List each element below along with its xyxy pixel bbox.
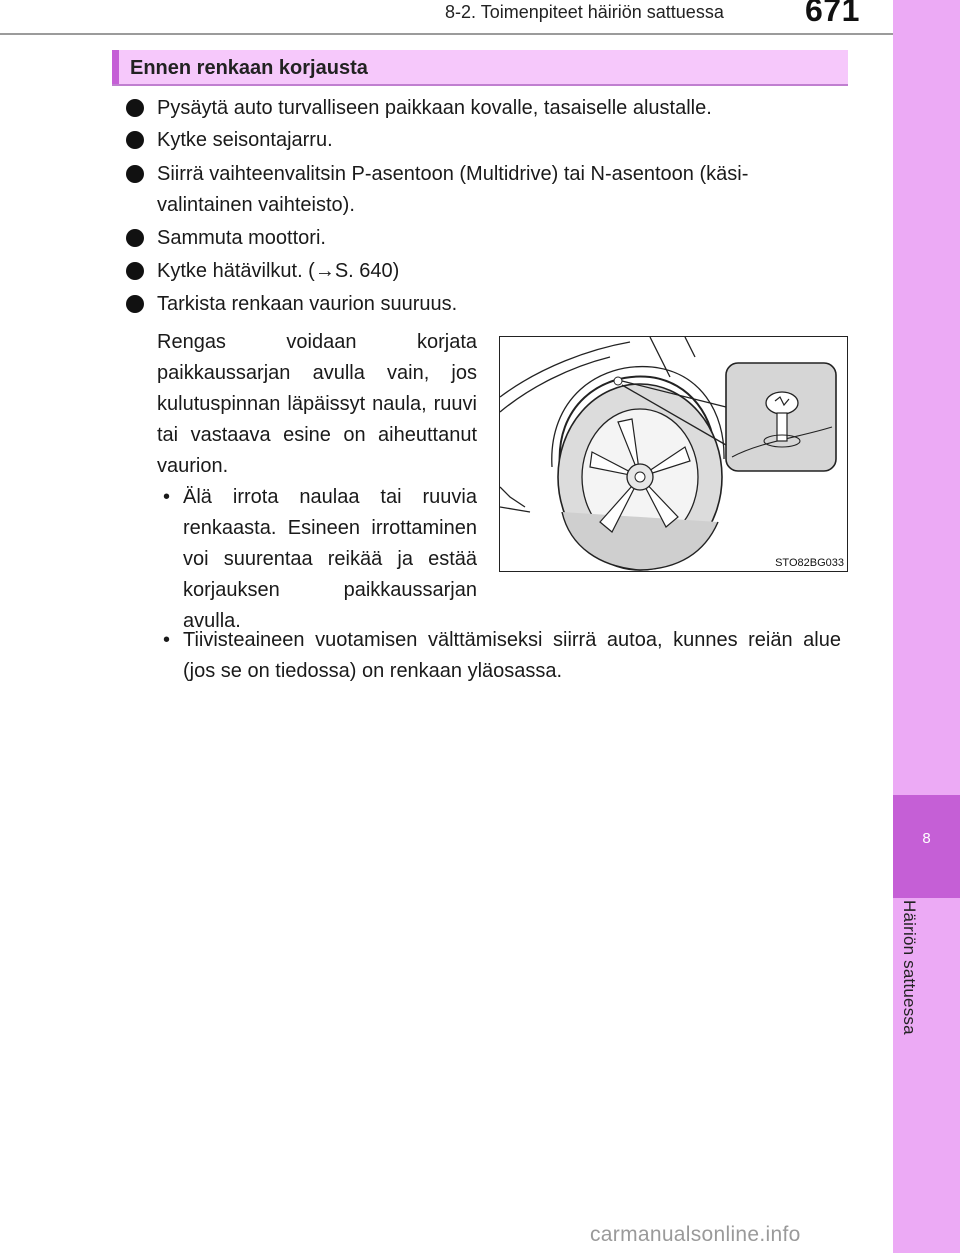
note-text: Älä irrota naulaa tai ruuvia renkaasta. Esineen irrottaminen voi suurentaa reikää ja estää korjauksen paikkaussarjan avulla.	[183, 486, 477, 632]
note-item	[163, 482, 477, 637]
bullet-text-line: valintainen vaihteisto).	[157, 194, 355, 216]
figure-code: STO82BG033	[775, 557, 844, 569]
bullet-text: Tarkista renkaan vaurion suuruus.	[157, 293, 458, 315]
watermark: carmanualsonline.info	[590, 1223, 801, 1246]
bullet-text-line: Siirrä vaihteenvalitsin P-asentoon (Multidrive) tai N-asentoon (käsi-	[157, 163, 749, 185]
bullet-text: Kytke hätävilkut. (→S. 640)	[157, 260, 400, 282]
bullet-dot-icon	[126, 295, 144, 313]
page-number: 671	[805, 0, 860, 28]
section-title: Ennen renkaan korjausta	[130, 57, 368, 79]
bullet-dot-icon	[126, 99, 144, 117]
bullet-item	[126, 125, 846, 156]
detail-paragraph: Rengas voidaan korjata paikkaussarjan avulla vain, jos kulutuspinnan läpäissyt naula, ruuvi tai vastaava esine on aiheuttanut vaurion.	[157, 331, 477, 477]
bullet-text: Kytke seisontajarru.	[157, 129, 333, 151]
note-item	[163, 625, 841, 687]
bullet-dot-icon	[126, 131, 144, 149]
note-bullet-icon: •	[163, 629, 171, 651]
bullet-item	[126, 289, 846, 320]
bullet-dot-icon	[126, 165, 144, 183]
bullet-text: Pysäytä auto turvalliseen paikkaan kovalle, tasaiselle alustalle.	[157, 97, 712, 119]
chapter-side-tab	[893, 0, 960, 1253]
tire-damage-illustration	[499, 336, 848, 572]
bullet-text: Sammuta moottori.	[157, 227, 326, 249]
bullet-item	[126, 159, 846, 221]
chapter-number: 8	[922, 830, 931, 847]
bullet-item	[126, 256, 846, 287]
bullet-dot-icon	[126, 262, 144, 280]
bullet-item	[126, 223, 846, 254]
bullet-item	[126, 93, 846, 124]
bullet-dot-icon	[126, 229, 144, 247]
chapter-title: Häiriön sattuessa	[900, 900, 919, 1035]
header-rule	[0, 33, 893, 35]
running-header: 8-2. Toimenpiteet häiriön sattuessa	[445, 2, 724, 22]
tire-illustration-svg	[500, 337, 848, 572]
section-title-bar	[112, 50, 848, 86]
note-text: Tiivisteaineen vuotamisen välttämiseksi siirrä autoa, kunnes reiän alue (jos se on tiedossa) on renkaan yläosassa.	[183, 629, 841, 682]
note-bullet-icon: •	[163, 486, 171, 508]
